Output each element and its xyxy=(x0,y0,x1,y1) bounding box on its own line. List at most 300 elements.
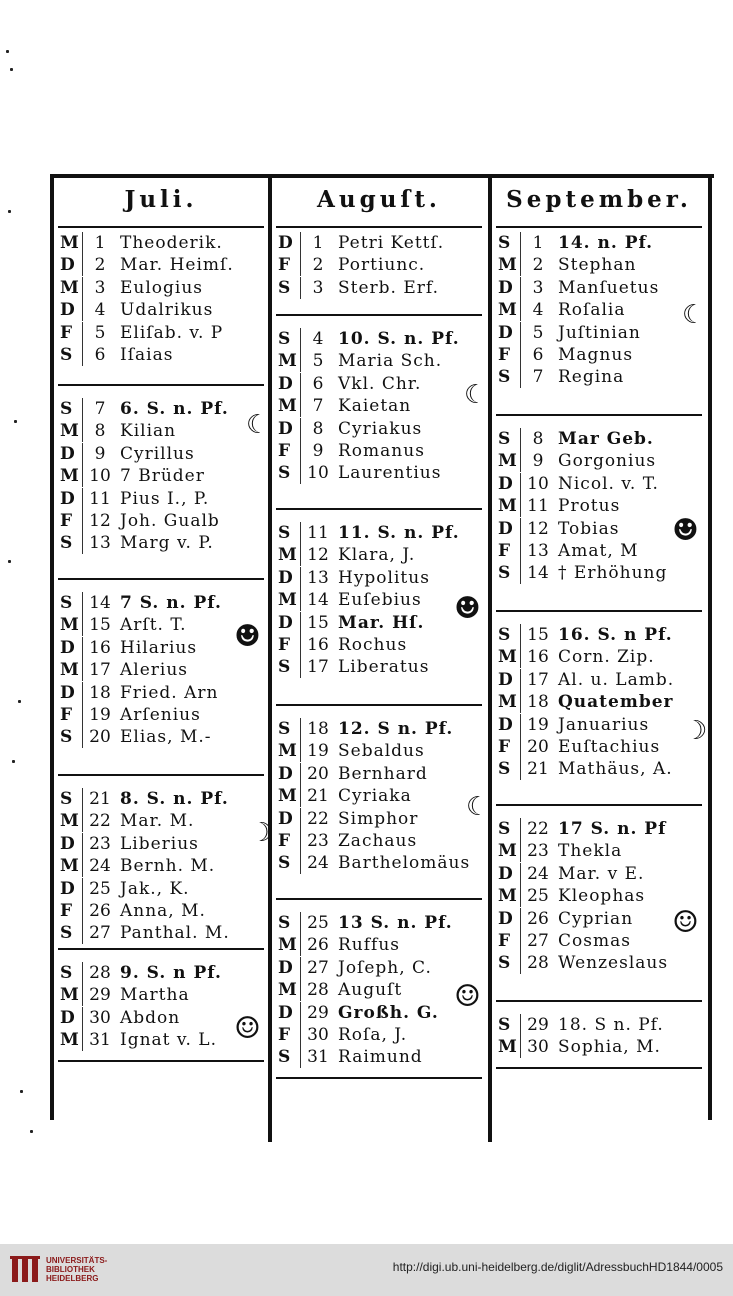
weekday-letter: M xyxy=(278,396,297,417)
calendar-day-row xyxy=(492,885,706,907)
day-number: 28 xyxy=(307,980,329,1001)
calendar-day-row xyxy=(492,714,706,736)
row-separator xyxy=(82,344,83,366)
row-separator xyxy=(300,718,301,740)
calendar-day-row xyxy=(272,934,486,956)
row-separator xyxy=(300,957,301,979)
month-title: Juli. xyxy=(124,186,198,213)
calendar-day-row xyxy=(492,840,706,862)
saint-name: Raimund xyxy=(338,1047,423,1068)
day-number: 3 xyxy=(532,277,544,298)
weekday-letter: S xyxy=(498,953,511,974)
calendar-day-row xyxy=(492,818,706,840)
saint-name: Cosmas xyxy=(558,931,631,951)
calendar-day-row xyxy=(272,522,486,544)
row-separator xyxy=(300,462,301,484)
day-number: 7 xyxy=(312,396,324,417)
weekday-letter: F xyxy=(60,901,73,921)
row-separator xyxy=(520,818,521,840)
month-title: Auguſt. xyxy=(317,186,441,213)
day-number: 23 xyxy=(307,831,329,851)
day-number: 31 xyxy=(89,1030,111,1051)
month-title: September. xyxy=(506,186,692,213)
row-separator xyxy=(82,855,83,877)
saint-name: 7 Brüder xyxy=(120,466,205,487)
weekday-letter: S xyxy=(278,853,291,874)
saint-name: Simphor xyxy=(338,808,419,829)
weekday-letter: D xyxy=(498,669,513,690)
weekday-letter: D xyxy=(278,763,293,784)
calendar-day-row xyxy=(54,299,268,321)
day-number: 19 xyxy=(307,741,329,762)
calendar-day-row xyxy=(492,299,706,321)
row-separator xyxy=(300,418,301,440)
row-separator xyxy=(82,232,83,254)
row-separator xyxy=(520,277,521,299)
row-separator xyxy=(82,488,83,510)
weekday-letter: M xyxy=(60,811,79,832)
weekday-letter: D xyxy=(498,473,513,494)
source-url[interactable]: http://digi.ub.uni-heidelberg.de/diglit/AdressbuchHD1844/0005 xyxy=(392,1260,723,1274)
day-number: 19 xyxy=(527,714,549,735)
weekday-letter: D xyxy=(278,567,293,588)
day-number: 26 xyxy=(527,908,549,929)
moon-phase-icon: ☻ xyxy=(454,591,481,626)
row-separator xyxy=(82,322,83,344)
row-separator xyxy=(520,840,521,862)
row-separator xyxy=(82,420,83,442)
row-separator xyxy=(300,934,301,956)
saint-name: Regina xyxy=(558,367,625,388)
weekday-letter: D xyxy=(278,373,293,394)
weekday-letter: D xyxy=(498,714,513,735)
saint-name: Mar. Heimſ. xyxy=(120,255,234,276)
calendar-day-row xyxy=(54,254,268,276)
row-separator xyxy=(300,656,301,678)
row-separator xyxy=(520,646,521,668)
row-separator xyxy=(520,691,521,713)
page-speck xyxy=(30,1130,33,1133)
day-number: 25 xyxy=(307,913,329,933)
saint-name: Magnus xyxy=(558,345,634,365)
calendar-day-row xyxy=(492,1014,706,1036)
weekday-letter: S xyxy=(278,463,291,484)
saint-name: Januarius xyxy=(558,714,650,735)
weekday-letter: M xyxy=(60,277,79,298)
weekday-letter: M xyxy=(498,300,517,321)
day-number: 10 xyxy=(527,473,549,494)
calendar-day-row xyxy=(54,984,268,1006)
calendar-day-row xyxy=(492,669,706,691)
saint-name: 12. S n. Pf. xyxy=(338,719,454,739)
calendar-day-row xyxy=(272,740,486,762)
page-speck xyxy=(20,1090,23,1093)
day-number: 5 xyxy=(532,322,544,343)
saint-name: Protus xyxy=(558,496,621,517)
weekday-letter: M xyxy=(278,351,297,372)
calendar-day-row xyxy=(492,254,706,276)
row-separator xyxy=(520,540,521,562)
calendar-day-row xyxy=(272,418,486,440)
day-number: 16 xyxy=(307,635,329,655)
calendar-day-row xyxy=(54,465,268,487)
calendar-day-row xyxy=(492,624,706,646)
calendar-day-row xyxy=(54,878,268,900)
weekday-letter: M xyxy=(60,856,79,877)
day-number: 3 xyxy=(94,277,106,298)
saint-name: Zachaus xyxy=(338,831,418,851)
weekday-letter: F xyxy=(498,737,511,757)
day-number: 12 xyxy=(307,545,329,566)
saint-name: Ignat v. L. xyxy=(120,1030,218,1051)
saint-name: Arſt. T. xyxy=(120,615,187,636)
row-separator xyxy=(82,788,83,810)
saint-name: Laurentius xyxy=(338,463,442,484)
saint-name: Portiunc. xyxy=(338,255,426,276)
day-number: 6 xyxy=(94,345,106,365)
week-rule xyxy=(58,384,264,386)
saint-name: Joſeph, C. xyxy=(338,957,432,978)
weekday-letter: D xyxy=(60,637,75,658)
day-number: 4 xyxy=(532,300,544,321)
saint-name: Panthal. M. xyxy=(120,923,230,944)
weekday-letter: M xyxy=(60,421,79,442)
day-number: 29 xyxy=(307,1002,329,1023)
weekday-letter: S xyxy=(278,1047,291,1068)
saint-name: Sterb. Erf. xyxy=(338,277,439,298)
saint-name: Jak., K. xyxy=(120,878,190,899)
day-number: 16 xyxy=(527,647,549,668)
weekday-letter: M xyxy=(278,786,297,807)
calendar-day-row xyxy=(54,810,268,832)
weekday-letter: M xyxy=(498,496,517,517)
row-separator xyxy=(300,740,301,762)
weekday-letter: M xyxy=(278,741,297,762)
weekday-letter: D xyxy=(60,255,75,276)
day-number: 17 xyxy=(307,657,329,678)
day-number: 1 xyxy=(94,233,106,253)
calendar-day-row xyxy=(54,510,268,532)
weekday-letter: S xyxy=(498,233,511,253)
row-separator xyxy=(520,322,521,344)
saint-name: Elias, M.- xyxy=(120,727,212,748)
week-rule xyxy=(58,948,264,950)
calendar-day-row xyxy=(272,718,486,740)
calendar-day-row xyxy=(272,328,486,350)
weekday-letter: S xyxy=(278,657,291,678)
saint-name: Cyriakus xyxy=(338,418,423,439)
saint-name: 10. S. n. Pf. xyxy=(338,329,460,349)
weekday-letter: M xyxy=(278,545,297,566)
row-separator xyxy=(82,1029,83,1051)
title-rule xyxy=(496,226,702,228)
moon-phase-icon: ☺ xyxy=(672,905,699,940)
saint-name: 11. S. n. Pf. xyxy=(338,523,460,543)
saint-name: Auguſt xyxy=(338,980,403,1001)
calendar-day-row xyxy=(272,440,486,462)
moon-phase-icon: ☾ xyxy=(682,300,706,330)
day-number: 23 xyxy=(89,833,111,854)
saint-name: Joh. Gualb xyxy=(120,511,220,531)
row-separator xyxy=(82,878,83,900)
row-separator xyxy=(300,612,301,634)
saint-name: Euſebius xyxy=(338,590,422,611)
row-separator xyxy=(82,299,83,321)
row-separator xyxy=(520,450,521,472)
calendar-day-row xyxy=(492,450,706,472)
saint-name: Eliſab. v. P xyxy=(120,322,224,343)
saint-name: Cyprian xyxy=(558,908,634,929)
row-separator xyxy=(300,1046,301,1068)
day-number: 4 xyxy=(312,329,324,349)
library-logo-text xyxy=(46,1256,107,1283)
day-number: 11 xyxy=(89,488,111,509)
calendar-day-row xyxy=(272,232,486,254)
column-bottom-rule xyxy=(496,1067,702,1069)
calendar-day-row xyxy=(54,322,268,344)
moon-phase-icon: ☾ xyxy=(246,410,270,440)
day-number: 31 xyxy=(307,1047,329,1068)
row-separator xyxy=(82,922,83,944)
saint-name: Kilian xyxy=(120,421,177,442)
calendar-day-row xyxy=(54,922,268,944)
day-number: 17 xyxy=(89,660,111,681)
logo-line: BIBLIOTHEK xyxy=(46,1265,95,1274)
saint-name: Kleophas xyxy=(558,886,646,907)
calendar-day-row xyxy=(492,691,706,713)
day-number: 14 xyxy=(527,563,549,584)
moon-phase-icon: ☽ xyxy=(684,716,708,746)
calendar-day-row xyxy=(54,833,268,855)
weekday-letter: S xyxy=(278,913,291,933)
row-separator xyxy=(300,395,301,417)
day-number: 22 xyxy=(527,819,549,839)
weekday-letter: D xyxy=(278,957,293,978)
calendar-day-row xyxy=(54,277,268,299)
calendar-day-row xyxy=(54,855,268,877)
row-separator xyxy=(300,912,301,934)
saint-name: † Erhöhung xyxy=(558,563,668,584)
row-separator xyxy=(82,682,83,704)
row-separator xyxy=(82,592,83,614)
day-number: 21 xyxy=(527,759,549,780)
page-speck xyxy=(14,420,17,423)
day-number: 28 xyxy=(89,963,111,983)
weekday-letter: F xyxy=(498,931,511,951)
day-number: 30 xyxy=(89,1007,111,1028)
row-separator xyxy=(82,465,83,487)
page-speck xyxy=(10,68,13,71)
saint-name: Anna, M. xyxy=(120,901,206,921)
day-number: 15 xyxy=(89,615,111,636)
weekday-letter: M xyxy=(498,692,517,713)
calendar-day-row xyxy=(272,656,486,678)
weekday-letter: D xyxy=(498,863,513,884)
row-separator xyxy=(82,510,83,532)
saint-name: Vkl. Chr. xyxy=(338,373,422,394)
week-rule xyxy=(276,508,482,510)
logo-line: HEIDELBERG xyxy=(46,1274,99,1283)
calendar-day-row xyxy=(272,373,486,395)
weekday-letter: S xyxy=(278,523,291,543)
weekday-letter: M xyxy=(60,233,79,253)
calendar-day-row xyxy=(492,322,706,344)
calendar-day-row xyxy=(54,962,268,984)
weekday-letter: D xyxy=(278,418,293,439)
row-separator xyxy=(520,473,521,495)
calendar-day-row xyxy=(492,646,706,668)
calendar-day-row xyxy=(54,682,268,704)
weekday-letter: M xyxy=(498,886,517,907)
saint-name: Barthelomäus xyxy=(338,853,471,874)
day-number: 19 xyxy=(89,705,111,725)
saint-name: Mar Geb. xyxy=(558,429,654,449)
day-number: 25 xyxy=(527,886,549,907)
weekday-letter: M xyxy=(498,1037,517,1058)
day-number: 13 xyxy=(89,533,111,554)
day-number: 20 xyxy=(527,737,549,757)
weekday-letter: D xyxy=(60,1007,75,1028)
day-number: 29 xyxy=(89,985,111,1006)
page-speck xyxy=(18,700,21,703)
weekday-letter: S xyxy=(498,429,511,449)
calendar-day-row xyxy=(492,863,706,885)
weekday-letter: M xyxy=(278,935,297,956)
saint-name: Marg v. P. xyxy=(120,533,214,554)
day-number: 22 xyxy=(89,811,111,832)
calendar-day-row xyxy=(492,344,706,366)
saint-name: Theoderik. xyxy=(120,233,223,253)
calendar-day-row xyxy=(272,912,486,934)
weekday-letter: D xyxy=(60,682,75,703)
moon-phase-icon: ☾ xyxy=(464,380,488,410)
calendar-day-row xyxy=(272,254,486,276)
weekday-letter: S xyxy=(498,1015,511,1035)
row-separator xyxy=(520,1036,521,1058)
saint-name: 7 S. n. Pf. xyxy=(120,593,222,613)
row-separator xyxy=(82,833,83,855)
weekday-letter: M xyxy=(60,1030,79,1051)
weekday-letter: M xyxy=(60,660,79,681)
saint-name: Nicol. v. T. xyxy=(558,473,659,494)
row-separator xyxy=(300,1024,301,1046)
row-separator xyxy=(520,930,521,952)
calendar-day-row xyxy=(54,398,268,420)
week-rule xyxy=(58,774,264,776)
weekday-letter: M xyxy=(278,980,297,1001)
day-number: 26 xyxy=(89,901,111,921)
calendar-day-row xyxy=(272,1024,486,1046)
row-separator xyxy=(520,344,521,366)
saint-name: Ruffus xyxy=(338,935,401,956)
calendar-day-row xyxy=(492,366,706,388)
weekday-letter: F xyxy=(278,1025,291,1045)
saint-name: 14. n. Pf. xyxy=(558,233,654,253)
weekday-letter: D xyxy=(60,443,75,464)
moon-phase-icon: ☻ xyxy=(234,619,261,654)
weekday-letter: S xyxy=(60,923,73,944)
day-number: 17 xyxy=(527,669,549,690)
weekday-letter: F xyxy=(498,345,511,365)
row-separator xyxy=(520,232,521,254)
day-number: 8 xyxy=(532,429,544,449)
weekday-letter: S xyxy=(60,345,73,365)
calendar-day-row xyxy=(272,567,486,589)
saint-name: Bernhard xyxy=(338,763,428,784)
weekday-letter: F xyxy=(278,635,291,655)
row-separator xyxy=(520,366,521,388)
day-number: 20 xyxy=(307,763,329,784)
calendar-day-row xyxy=(492,952,706,974)
row-separator xyxy=(520,1014,521,1036)
saint-name: Großh. G. xyxy=(338,1002,439,1023)
day-number: 2 xyxy=(532,255,544,276)
month-column xyxy=(492,178,706,1138)
weekday-letter: D xyxy=(278,808,293,829)
saint-name: Pius I., P. xyxy=(120,488,210,509)
day-number: 14 xyxy=(307,590,329,611)
row-separator xyxy=(300,785,301,807)
weekday-letter: D xyxy=(278,1002,293,1023)
row-separator xyxy=(82,254,83,276)
calendar-day-row xyxy=(54,488,268,510)
weekday-letter: D xyxy=(498,518,513,539)
week-rule xyxy=(496,804,702,806)
row-separator xyxy=(82,398,83,420)
column-bottom-rule xyxy=(58,1060,264,1062)
day-number: 1 xyxy=(532,233,544,253)
title-rule xyxy=(276,226,482,228)
row-separator xyxy=(300,544,301,566)
row-separator xyxy=(300,763,301,785)
row-separator xyxy=(520,428,521,450)
saint-name: 13 S. n. Pf. xyxy=(338,913,453,933)
week-rule xyxy=(276,704,482,706)
weekday-letter: D xyxy=(498,322,513,343)
day-number: 12 xyxy=(89,511,111,531)
saint-name: Bernh. M. xyxy=(120,856,216,877)
day-number: 11 xyxy=(527,496,549,517)
saint-name: Petri Kettſ. xyxy=(338,233,445,253)
day-number: 12 xyxy=(527,518,549,539)
weekday-letter: F xyxy=(60,511,73,531)
saint-name: Kaietan xyxy=(338,396,412,417)
calendar-day-row xyxy=(492,277,706,299)
row-separator xyxy=(520,885,521,907)
saint-name: Wenzeslaus xyxy=(558,953,669,974)
day-number: 8 xyxy=(312,418,324,439)
row-separator xyxy=(82,277,83,299)
calendar-day-row xyxy=(54,443,268,465)
weekday-letter: D xyxy=(278,612,293,633)
saint-name: 6. S. n. Pf. xyxy=(120,399,229,419)
saint-name: Tobias xyxy=(558,518,620,539)
day-number: 26 xyxy=(307,935,329,956)
week-rule xyxy=(276,898,482,900)
calendar-day-row xyxy=(272,1046,486,1068)
saint-name: Mar. v E. xyxy=(558,863,645,884)
calendar-day-row xyxy=(492,758,706,780)
saint-name: Mar. Hſ. xyxy=(338,612,425,633)
weekday-letter: S xyxy=(60,593,73,613)
saint-name: Sophia, M. xyxy=(558,1037,661,1058)
weekday-letter: S xyxy=(498,563,511,584)
calendar-day-row xyxy=(272,808,486,830)
page-speck xyxy=(12,760,15,763)
row-separator xyxy=(82,532,83,554)
day-number: 6 xyxy=(532,345,544,365)
week-rule xyxy=(496,610,702,612)
